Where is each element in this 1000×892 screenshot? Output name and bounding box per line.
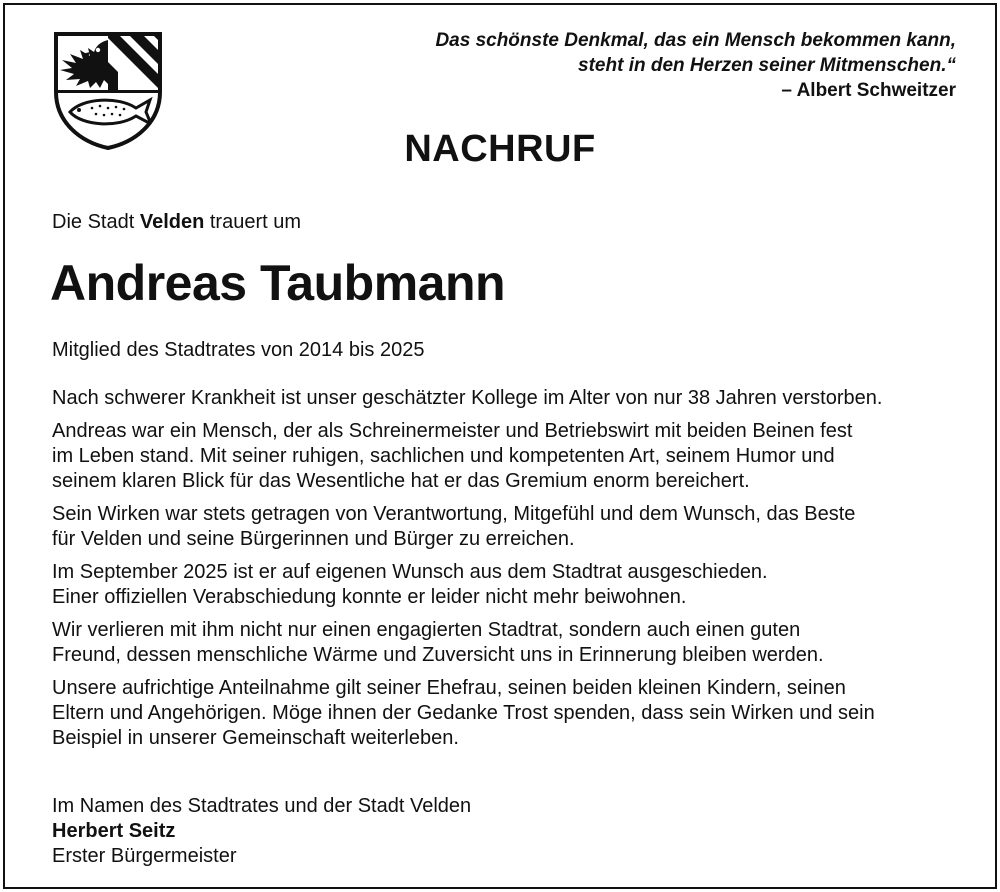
paragraph-line: im Leben stand. Mit seiner ruhigen, sachlichen und kompetenten Art, seinem Humor und (52, 445, 835, 467)
quote-block (356, 28, 956, 103)
paragraph-line: für Velden und seine Bürgerinnen und Bürger zu erreichen. (52, 528, 575, 550)
deceased-name: Andreas Taubmann (50, 255, 506, 311)
paragraph (52, 560, 982, 610)
paragraph-line: seinem klaren Blick für das Wesentliche hat er das Gremium enorm bereichert. (52, 470, 750, 492)
intro-suffix: trauert um (204, 211, 302, 233)
paragraph (52, 419, 982, 494)
intro-line (52, 211, 301, 234)
intro-city: Velden (139, 211, 205, 233)
signature-block (52, 794, 471, 869)
paragraph-line: Wir verlieren mit ihm nicht nur einen engagierten Stadtrat, sondern auch einen guten (52, 619, 801, 641)
quote-author: – Albert Schweitzer (781, 80, 956, 101)
paragraph (52, 676, 982, 751)
quote-line-2: steht in den Herzen seiner Mitmenschen.“ (578, 55, 956, 76)
intro-prefix: Die Stadt (52, 211, 140, 233)
paragraph (52, 502, 982, 552)
signature-on-behalf: Im Namen des Stadtrates und der Stadt Velden (52, 795, 472, 817)
signer-name: Herbert Seitz (52, 820, 176, 842)
obituary-body (52, 386, 982, 759)
paragraph-line: Sein Wirken war stets getragen von Verantwortung, Mitgefühl und dem Wunsch, das Beste (52, 503, 856, 525)
paragraph-line: Einer offiziellen Verabschiedung konnte er leider nicht mehr beiwohnen. (52, 586, 687, 608)
paragraph-line: Nach schwerer Krankheit ist unser geschätzter Kollege im Alter von nur 38 Jahren verstorben. (52, 387, 883, 409)
paragraph-line: Andreas war ein Mensch, der als Schreinermeister und Betriebswirt mit beiden Beinen fest (52, 420, 853, 442)
quote-line-1: Das schönste Denkmal, das ein Mensch bekommen kann, (435, 30, 956, 51)
signer-role: Erster Bürgermeister (52, 845, 237, 867)
paragraph-line: Eltern und Angehörigen. Möge ihnen der Gedanke Trost spenden, dass sein Wirken und sein (52, 702, 875, 724)
paragraph-line: Freund, dessen menschliche Wärme und Zuversicht uns in Erinnerung bleiben werden. (52, 644, 824, 666)
paragraph-line: Beispiel in unserer Gemeinschaft weiterleben. (52, 727, 459, 749)
paragraph (52, 618, 982, 668)
page-title: NACHRUF (404, 128, 596, 170)
paragraph-line: Im September 2025 ist er auf eigenen Wunsch aus dem Stadtrat ausgeschieden. (52, 561, 768, 583)
membership-line: Mitglied des Stadtrates von 2014 bis 2025 (52, 339, 425, 361)
paragraph (52, 386, 982, 411)
paragraph-line: Unsere aufrichtige Anteilnahme gilt seiner Ehefrau, seinen beiden kleinen Kindern, seinen (52, 677, 846, 699)
